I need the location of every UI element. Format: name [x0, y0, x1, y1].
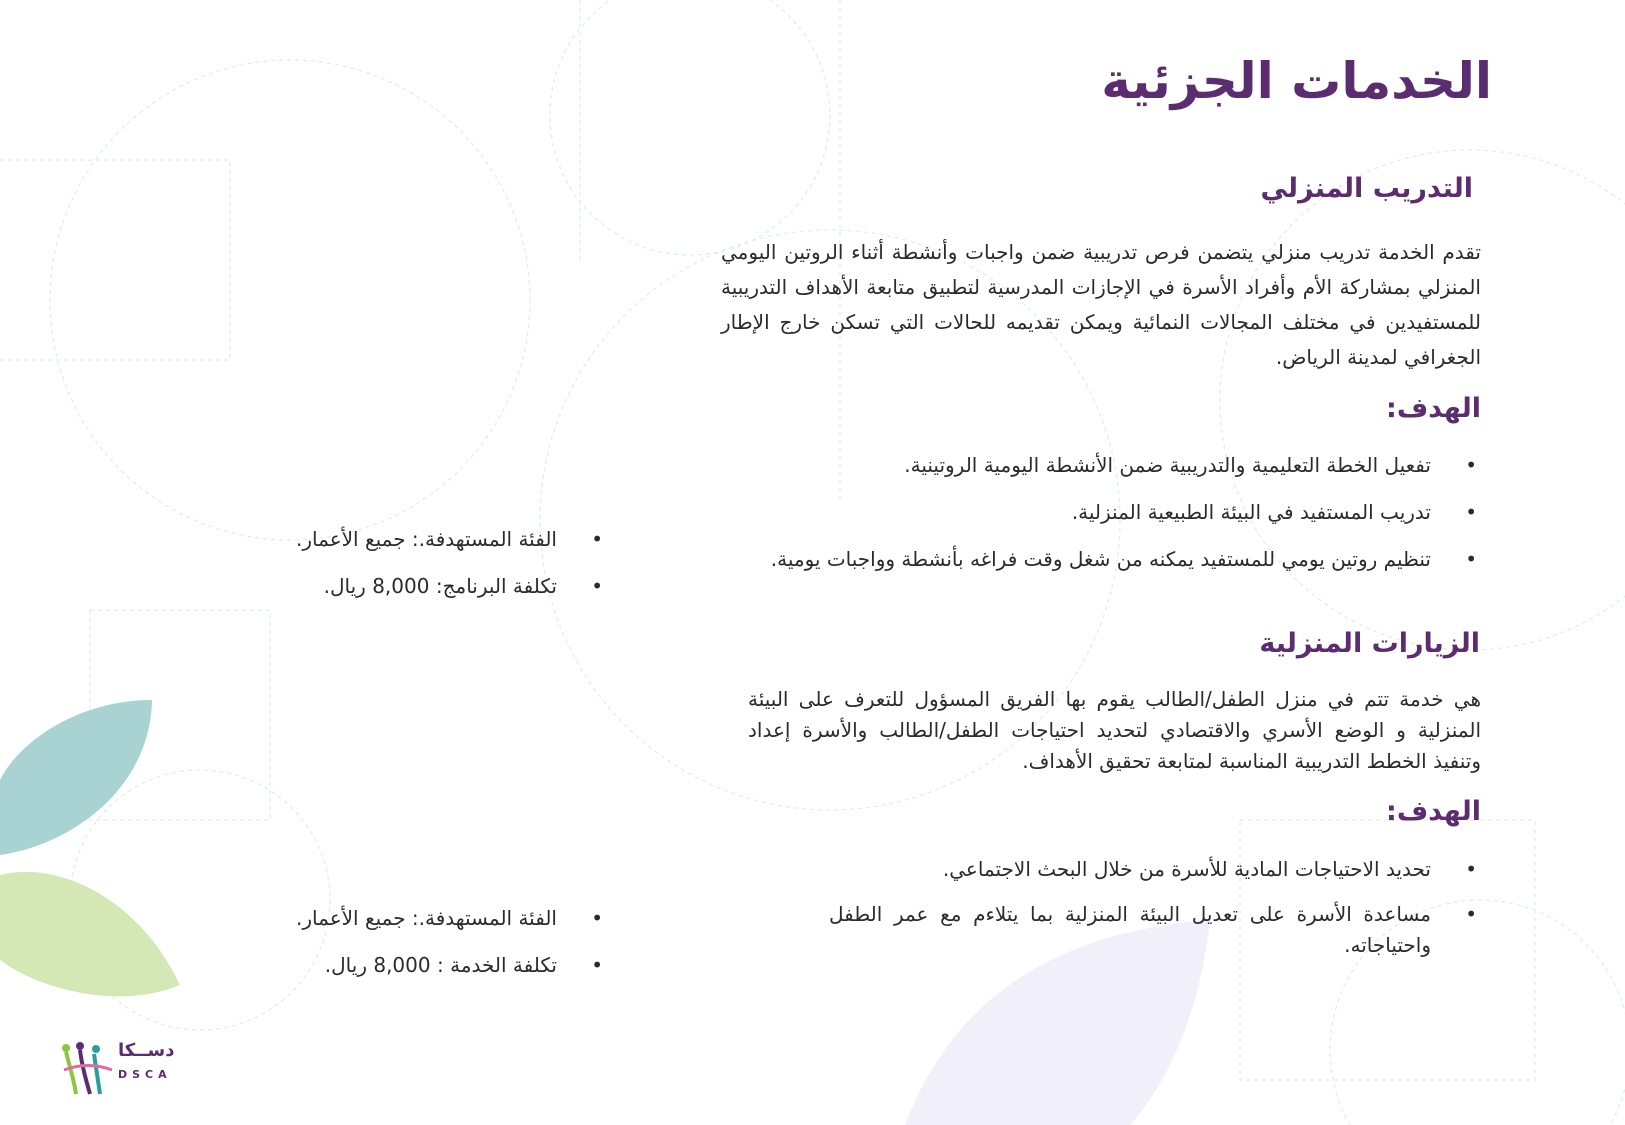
- logo-arabic-name: دســكا: [118, 1040, 175, 1061]
- home-training-heading: التدريب المنزلي: [1260, 173, 1473, 204]
- list-item: • تنظيم روتين يومي للمستفيد يمكنه من شغل وقت فراغه بأنشطة وواجبات يومية.: [757, 547, 1477, 571]
- list-item: • تفعيل الخطة التعليمية والتدريبية ضمن الأنشطة اليومية الروتينية.: [757, 453, 1477, 477]
- home-visits-heading: الزيارات المنزلية: [1259, 628, 1480, 659]
- dsca-logo-icon: [60, 1040, 115, 1098]
- page-title: الخدمات الجزئية: [1101, 52, 1492, 110]
- home-visits-info-list: [273, 906, 603, 977]
- list-item: • تدريب المستفيد في البيئة الطبيعية المنزلية.: [757, 500, 1477, 524]
- target-group-item: • الفئة المستهدفة.: جميع الأعمار.: [273, 527, 603, 551]
- list-item: • تحديد الاحتياجات المادية للأسرة من خلال البحث الاجتماعي.: [757, 857, 1477, 881]
- home-visits-description: هي خدمة تتم في منزل الطفل/الطالب يقوم بها الفريق المسؤول للتعرف على البيئة المنزلية و الوضع الأسري والاقتصادي لتحديد احتياجات الطفل/الطالب والأسرة إعداد وتنفيذ الخطط التدريبية المناسبة لمتابعة تحقيق الأهداف.: [748, 687, 1481, 773]
- home-training-goal-heading: الهدف:: [1386, 393, 1481, 424]
- logo-english-name: DSCA: [118, 1068, 172, 1081]
- home-visits-goals-list: [757, 857, 1477, 961]
- service-cost-item: • تكلفة الخدمة : 8,000 ريال.: [273, 953, 603, 977]
- dsca-logo: [60, 1040, 180, 1100]
- home-training-info-list: [273, 527, 603, 598]
- program-cost-item: • تكلفة البرنامج: 8,000 ريال.: [273, 574, 603, 598]
- home-training-description: تقدم الخدمة تدريب منزلي يتضمن فرص تدريبية ضمن واجبات وأنشطة أثناء الروتين اليومي المنزلي بمشاركة الأم وأفراد الأسرة في الإجازات المدرسية لتطبيق متابعة الأهداف التدريبية للمستفيدين في مختلف المجالات النمائية ويمكن تقديمه للحالات التي تسكن خارج الإطار الجغرافي لمدينة الرياض.: [721, 240, 1481, 369]
- home-visits-goal-heading: الهدف:: [1386, 796, 1481, 827]
- home-training-goals-list: [757, 453, 1477, 571]
- list-item: • مساعدة الأسرة على تعديل البيئة المنزلية بما يتلاءم مع عمر الطفل واحتياجاته.: [757, 899, 1477, 961]
- target-group-item: • الفئة المستهدفة.: جميع الأعمار.: [273, 906, 603, 930]
